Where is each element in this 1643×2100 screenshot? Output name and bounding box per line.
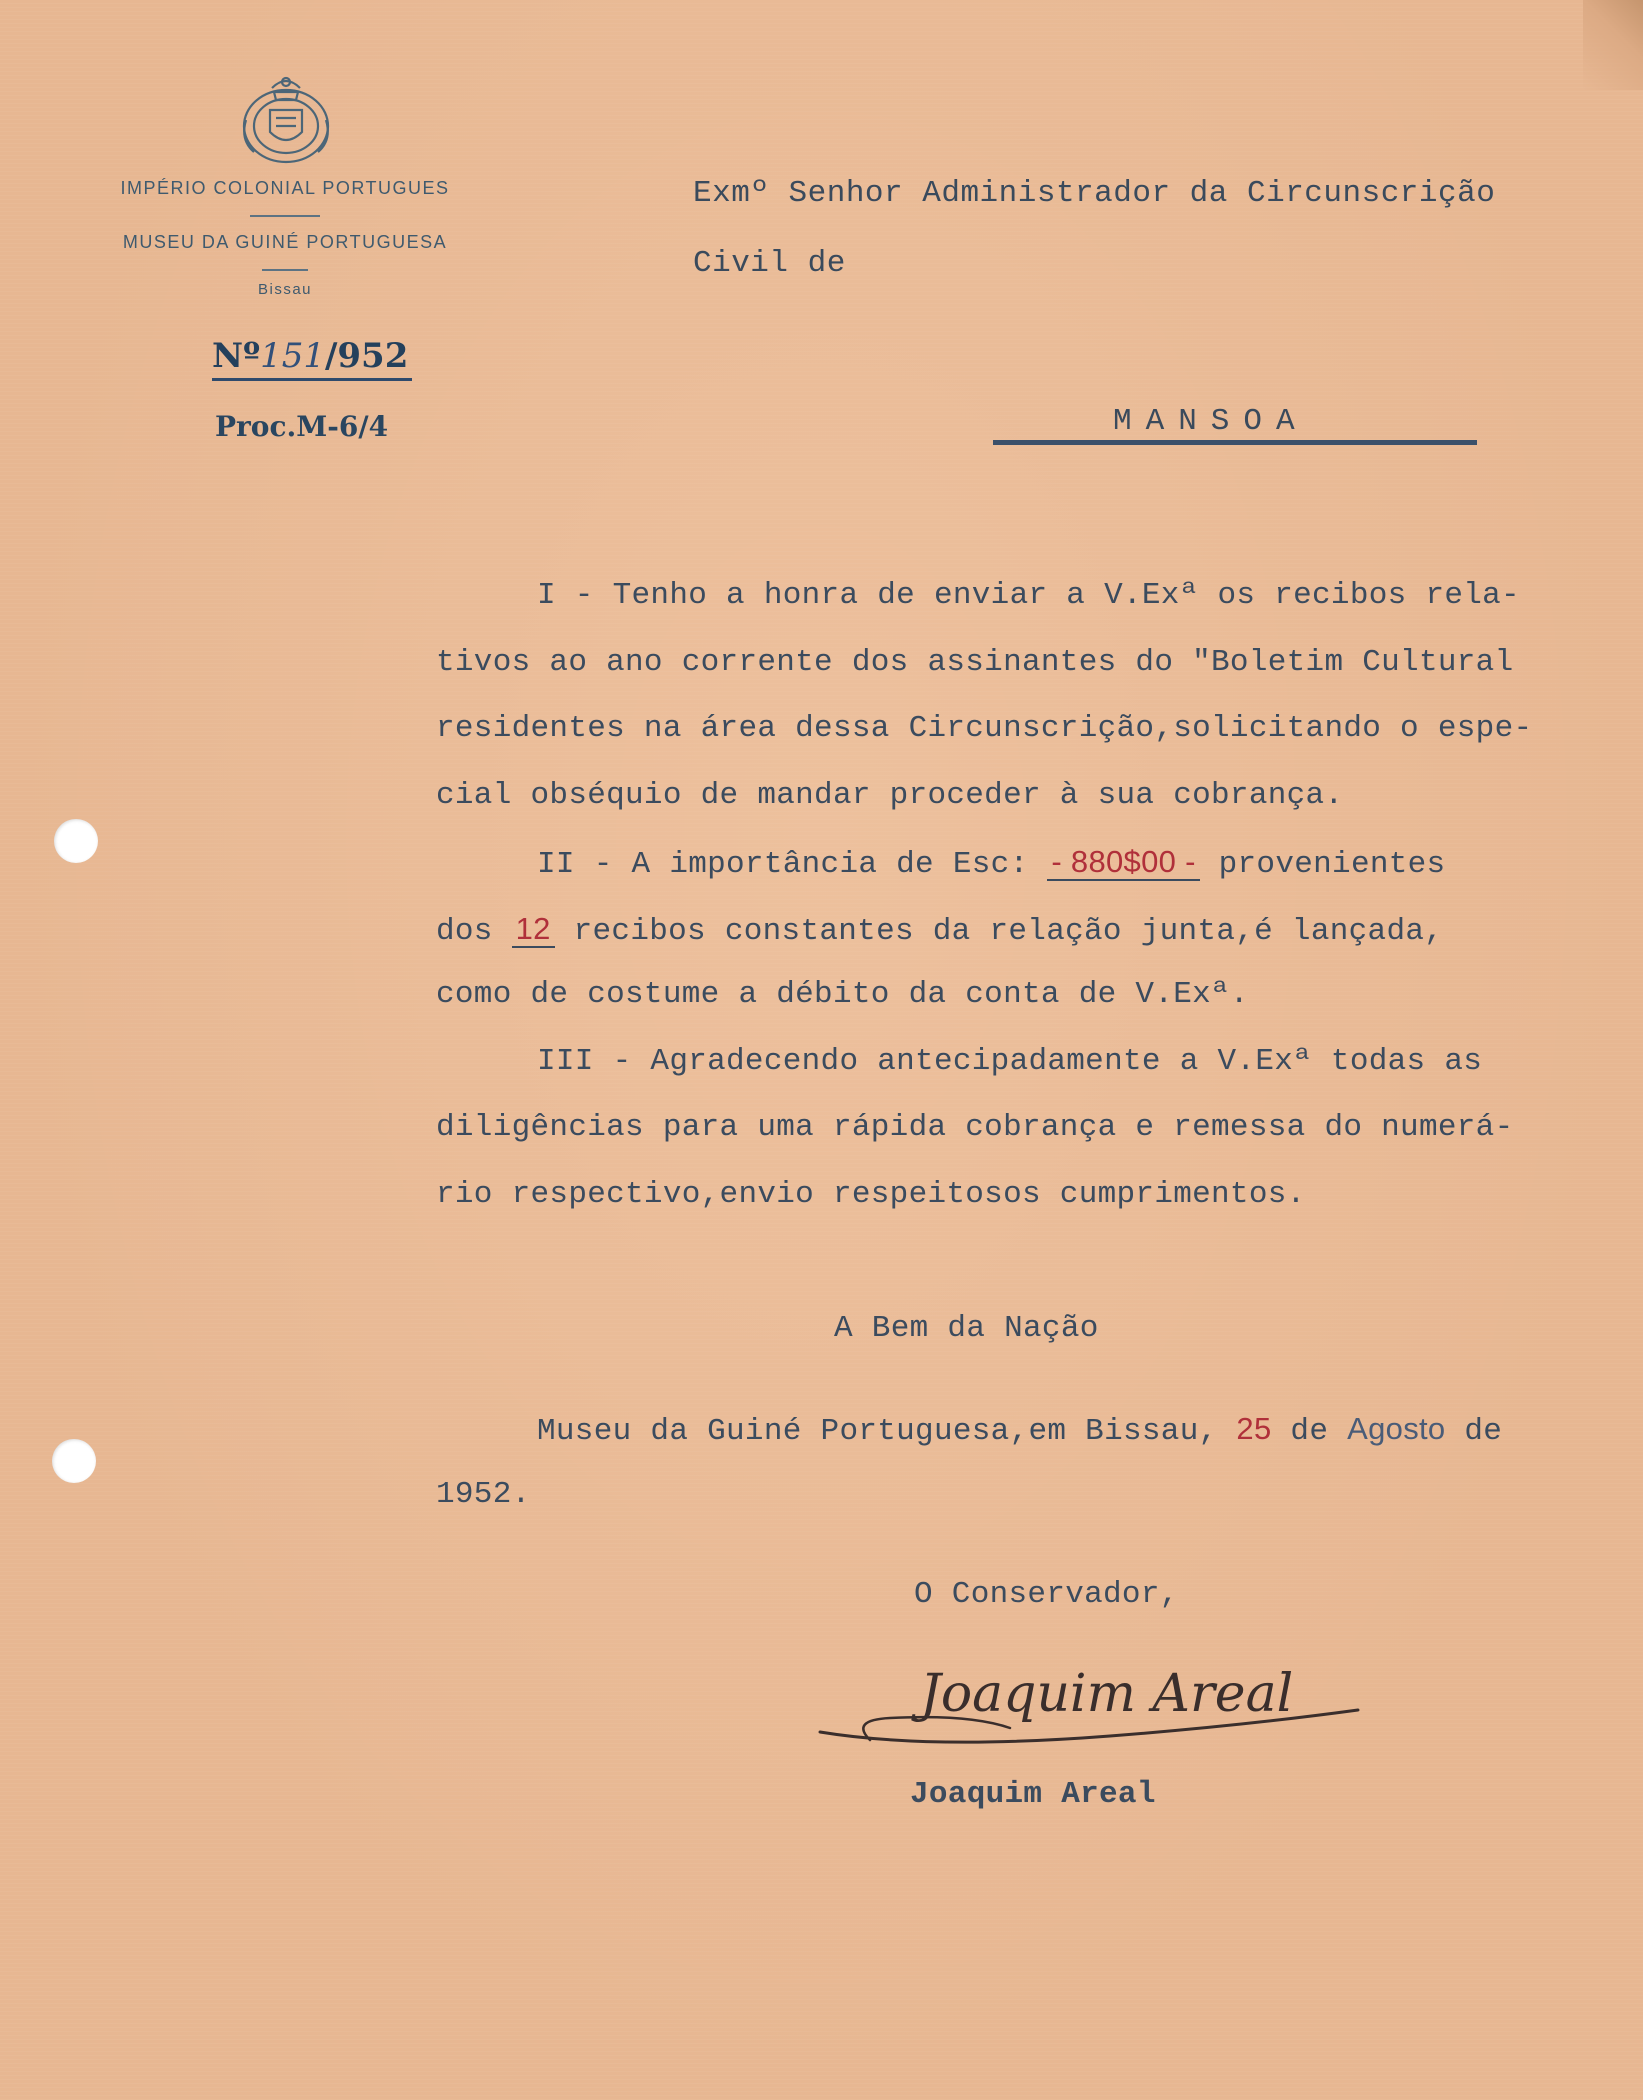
place-date-text: Museu da Guiné Portuguesa,em Bissau, bbox=[537, 1414, 1237, 1449]
place-and-date bbox=[537, 1396, 1643, 1466]
body-paragraph-2-line-3: como de costume a débito da conta de V.Exª. bbox=[436, 977, 1249, 1012]
process-reference: Proc.M-6/4 bbox=[215, 410, 389, 443]
letterhead-empire: IMPÉRIO COLONIAL PORTUGUES bbox=[120, 178, 450, 198]
signatory-name: Joaquim Areal bbox=[910, 1777, 1156, 1812]
receipt-count-field: 12 bbox=[512, 911, 555, 948]
registration-number-year: /952 bbox=[324, 336, 409, 376]
coat-of-arms-seal-icon bbox=[232, 70, 340, 170]
signature-text: Joaquim Areal bbox=[920, 1664, 1294, 1724]
body-paragraph-1-line-3: residentes na área dessa Circunscrição,solicitando o espe- bbox=[436, 711, 1533, 746]
body-paragraph-3-line-2: diligências para uma rápida cobrança e remessa do numerá- bbox=[436, 1110, 1514, 1145]
receipts-tail: recibos constantes da relação junta,é lançada, bbox=[554, 914, 1444, 949]
letterhead-museum: MUSEU DA GUINÉ PORTUGUESA bbox=[122, 232, 448, 252]
addressee-line-1: Exmº Senhor Administrador da Circunscrição bbox=[693, 176, 1496, 211]
importance-label: II - A importância de Esc: bbox=[537, 847, 1048, 882]
body-paragraph-3-line-1: III - Agradecendo antecipadamente a V.Exª todas as bbox=[537, 1044, 1483, 1079]
body-paragraph-1-line-2: tivos ao ano corrente dos assinantes do "Boletim Cultural bbox=[436, 645, 1514, 680]
closing-salutation: A Bem da Nação bbox=[834, 1311, 1099, 1346]
receipts-prefix: dos bbox=[436, 914, 512, 949]
importance-tail: provenientes bbox=[1199, 847, 1446, 882]
punch-hole-lower bbox=[52, 1439, 96, 1483]
body-paragraph-3-line-3: rio respectivo,envio respeitosos cumprimentos. bbox=[436, 1177, 1306, 1212]
letterhead-city: Bissau bbox=[257, 281, 313, 298]
body-paragraph-1-line-1: I - Tenho a honra de enviar a V.Exª os recibos rela- bbox=[537, 578, 1520, 613]
body-paragraph-2-line-2 bbox=[436, 896, 1596, 966]
registration-number-underline bbox=[212, 378, 412, 381]
date-day: 25 bbox=[1236, 1411, 1272, 1446]
place-date-de-2: de bbox=[1445, 1414, 1503, 1449]
amount-field: - 880$00 - bbox=[1047, 844, 1199, 881]
body-paragraph-2-line-1 bbox=[537, 829, 1643, 899]
registration-number-handwritten: 151 bbox=[260, 336, 325, 376]
punch-hole-upper bbox=[54, 819, 98, 863]
addressee-place-underline bbox=[993, 440, 1477, 445]
signatory-role: O Conservador, bbox=[914, 1577, 1179, 1612]
place-date-de: de bbox=[1271, 1414, 1348, 1449]
date-month: Agosto bbox=[1347, 1411, 1446, 1446]
body-paragraph-1-line-4: cial obséquio de mandar proceder à sua cobrança. bbox=[436, 778, 1344, 813]
addressee-place: MANSOA bbox=[1113, 404, 1309, 439]
addressee-line-2: Civil de bbox=[693, 246, 846, 281]
registration-number bbox=[212, 336, 408, 376]
registration-number-prefix: Nº bbox=[212, 336, 261, 376]
date-year: 1952. bbox=[436, 1477, 531, 1512]
letterhead-divider bbox=[250, 215, 320, 217]
page-corner-curl bbox=[1583, 0, 1643, 90]
letterhead-divider bbox=[262, 269, 308, 271]
